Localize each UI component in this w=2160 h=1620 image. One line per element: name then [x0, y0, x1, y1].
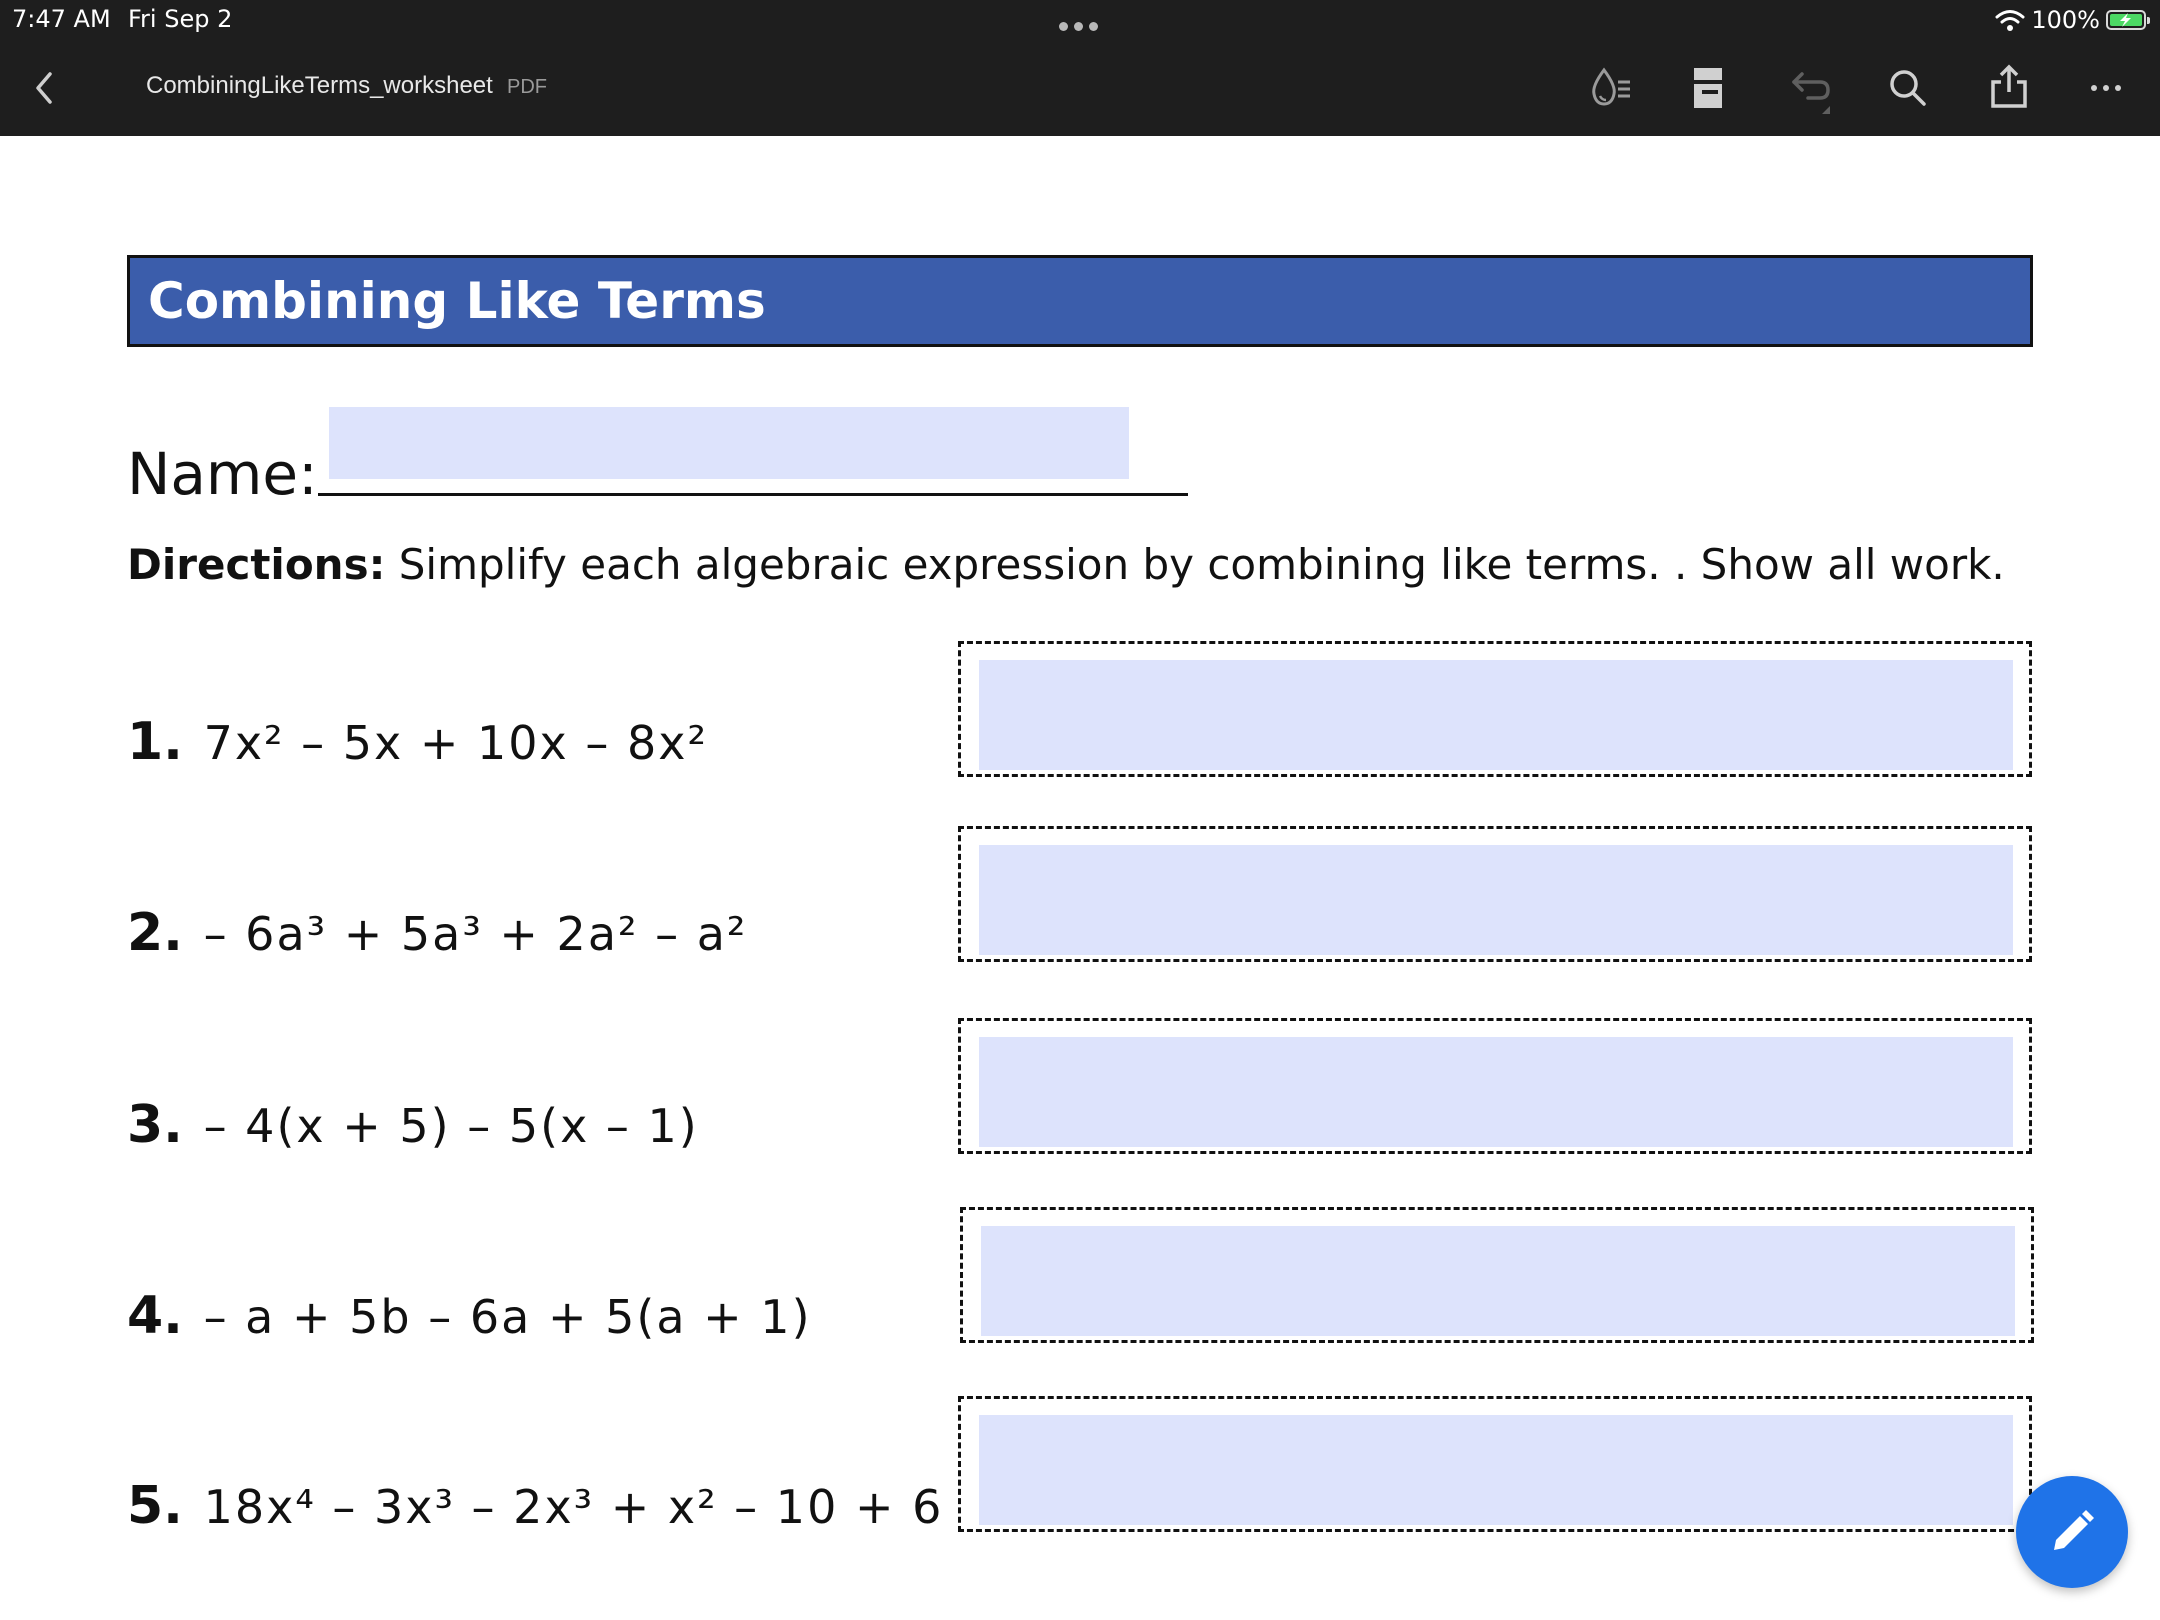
answer-box-2 — [958, 826, 2032, 962]
answer-input-1[interactable] — [979, 660, 2013, 770]
search-button[interactable] — [1880, 60, 1936, 116]
answer-box-5 — [958, 1396, 2032, 1532]
pencil-icon — [2044, 1504, 2100, 1560]
name-label: Name: — [127, 440, 318, 508]
problem-number: 3. — [127, 1095, 183, 1155]
share-button[interactable] — [1981, 60, 2037, 116]
directions — [127, 540, 2005, 589]
answer-box-4 — [960, 1207, 2034, 1343]
problem-number: 4. — [127, 1286, 183, 1346]
problem-4 — [127, 1286, 812, 1346]
name-underline — [318, 493, 1188, 496]
problem-number: 1. — [127, 712, 183, 772]
multitasking-dots-icon[interactable] — [1056, 16, 1101, 35]
share-icon — [1981, 60, 2037, 116]
problem-number: 2. — [127, 903, 183, 963]
undo-icon — [1780, 60, 1836, 116]
status-time: 7:47 AM — [12, 5, 111, 33]
problem-expression: – 4(x + 5) – 5(x – 1) — [203, 1099, 699, 1153]
liquid-mode-button[interactable] — [1582, 60, 1638, 116]
app-toolbar — [0, 40, 2160, 136]
problem-expression: – a + 5b – 6a + 5(a + 1) — [203, 1290, 812, 1344]
problem-2 — [127, 903, 747, 963]
answer-input-2[interactable] — [979, 845, 2013, 955]
edit-fab-button[interactable] — [2016, 1476, 2128, 1588]
organize-pages-button[interactable] — [1680, 60, 1736, 116]
answer-box-3 — [958, 1018, 2032, 1154]
problem-expression: – 6a³ + 5a³ + 2a² – a² — [203, 907, 748, 961]
problem-3 — [127, 1095, 699, 1155]
battery-percent: 100% — [2031, 6, 2100, 34]
name-input[interactable] — [329, 407, 1129, 479]
problem-number: 5. — [127, 1476, 183, 1536]
battery-icon — [2106, 10, 2146, 30]
liquid-mode-icon — [1582, 60, 1638, 116]
answer-input-3[interactable] — [979, 1037, 2013, 1147]
directions-label: Directions: — [127, 540, 386, 589]
wifi-icon — [1995, 8, 2025, 32]
organize-pages-icon — [1680, 60, 1736, 116]
search-icon — [1880, 60, 1936, 116]
undo-button[interactable] — [1780, 60, 1836, 116]
answer-box-1 — [958, 641, 2032, 777]
answer-input-4[interactable] — [981, 1226, 2015, 1336]
problem-5 — [127, 1476, 943, 1536]
document-title: CombiningLikeTerms_worksheet — [146, 72, 493, 99]
back-icon — [20, 64, 68, 112]
problem-1 — [127, 712, 708, 772]
status-bar — [0, 0, 2160, 40]
more-options-button[interactable] — [2078, 60, 2134, 116]
problem-expression: 18x⁴ – 3x³ – 2x³ + x² – 10 + 6 — [203, 1480, 944, 1534]
worksheet-title-banner — [127, 255, 2033, 347]
status-indicators — [1995, 4, 2146, 36]
status-date: Fri Sep 2 — [128, 5, 233, 33]
problem-expression: 7x² – 5x + 10x – 8x² — [203, 716, 708, 770]
document-type-label: PDF — [507, 76, 547, 98]
answer-input-5[interactable] — [979, 1415, 2013, 1525]
directions-text: Simplify each algebraic expression by combining like terms. . Show all work. — [398, 540, 2005, 589]
back-button[interactable] — [20, 64, 68, 112]
worksheet-title: Combining Like Terms — [148, 272, 766, 330]
more-icon — [2078, 60, 2134, 116]
